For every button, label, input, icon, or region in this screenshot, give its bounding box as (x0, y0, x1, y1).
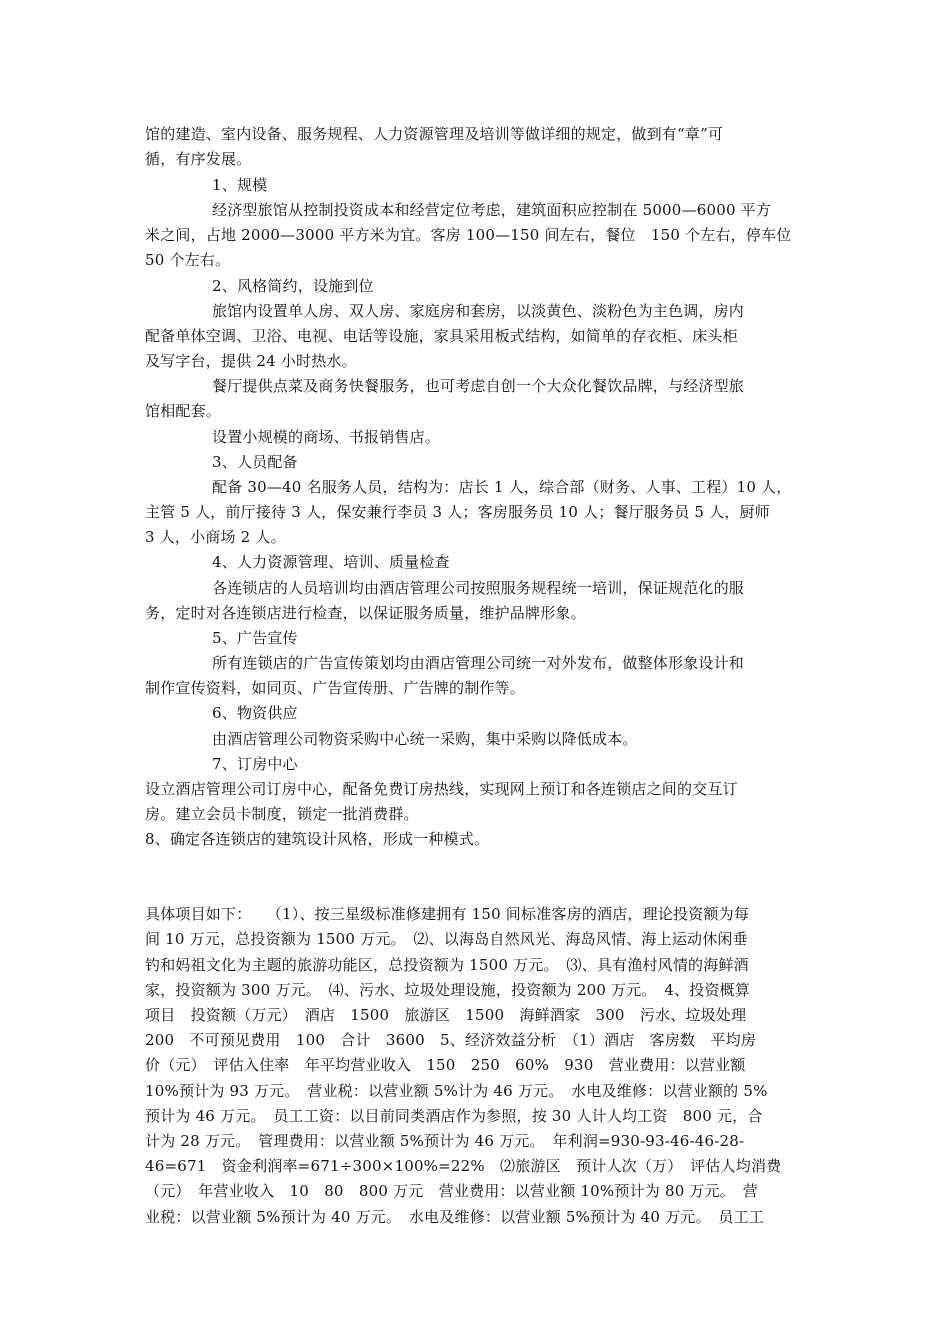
text-line: 家，投资额为 300 万元。 ⑷、污水、垃圾处理设施，投资额为 200 万元。 4、投资概算 (145, 981, 751, 999)
text-line: 设立酒店管理公司订房中心，配备免费订房热线，实现网上预订和各连锁店之间的交互订 (145, 780, 738, 798)
text-line: 3 人，小商场 2 人。 (145, 528, 286, 546)
section-heading: 5、广告宣传 (212, 629, 298, 647)
text-line: 计为 28 万元。 管理费用：以营业额 5%预计为 46 万元。 年利润=930-93-46-46-28- (145, 1132, 745, 1150)
text-line: 由酒店管理公司物资采购中心统一采购，集中采购以降低成本。 (212, 730, 638, 748)
text-line: 50 个左右。 (145, 251, 231, 269)
section-heading: 3、人员配备 (212, 453, 298, 471)
section-heading: 1、规模 (212, 176, 268, 194)
text-line: 具体项目如下： （1）、按三星级标准修建拥有 150 间标准客房的酒店，理论投资额为每 (145, 905, 750, 923)
text-line: （元） 年营业收入 10 80 800 万元 营业费用：以营业额 10%预计为 80 万元。 营 (145, 1182, 758, 1200)
text-line: 项目 投资额（万元） 酒店 1500 旅游区 1500 海鲜酒家 300 污水、垃圾处理 (145, 1006, 747, 1024)
text-line: 10%预计为 93 万元。 营业税：以营业额 5%计为 46 万元。 水电及维修：以营业额的 5% (145, 1082, 768, 1100)
text-line: 8、确定各连锁店的建筑设计风格，形成一种模式。 (145, 830, 490, 848)
text-line: 餐厅提供点菜及商务快餐服务，也可考虑自创一个大众化餐饮品牌，与经济型旅 (212, 377, 745, 395)
text-line: 经济型旅馆从控制投资成本和经营定位考虑，建筑面积应控制在 5000—6000 平方 (212, 201, 772, 219)
text-line: 配备 30—40 名服务人员，结构为：店长 1 人，综合部（财务、人事、工程）10 人， (212, 478, 792, 496)
text-line: 预计为 46 万元。 员工工资：以目前同类酒店作为参照，按 30 人计人均工资 800 元，合 (145, 1107, 763, 1125)
text-line: 米之间，占地 2000—3000 平方米为宜。客房 100—150 间左右，餐位 150 个左右，停车位 (145, 226, 792, 244)
text-line: 46=671 资金利润率=671÷300×100%=22% ⑵旅游区 预计人次（万） 评估人均消费 (145, 1157, 782, 1175)
text-line: 制作宣传资料，如同页、广告宣传册、广告牌的制作等。 (145, 679, 526, 697)
text-line: 馆的建造、室内设备、服务规程、人力资源管理及培训等做详细的规定，做到有“章”可 (145, 125, 724, 143)
text-line: 房。建立会员卡制度，锁定一批消费群。 (145, 805, 419, 823)
section-heading: 4、人力资源管理、培训、质量检查 (212, 553, 450, 571)
text-line: 配备单体空调、卫浴、电视、电话等设施，家具采用板式结构，如简单的存衣柜、床头柜 (145, 327, 738, 345)
text-line: 钓和妈祖文化为主题的旅游功能区，总投资额为 1500 万元。 ⑶、具有渔村风情的海鲜酒 (145, 956, 749, 974)
text-line: 及写字台，提供 24 小时热水。 (145, 352, 357, 370)
text-line: 主管 5 人，前厅接待 3 人，保安兼行李员 3 人；客房服务员 10 人；餐厅服务员 5 人，厨师 (145, 503, 770, 521)
section-heading: 6、物资供应 (212, 704, 298, 722)
text-line: 旅馆内设置单人房、双人房、家庭房和套房，以淡黄色、淡粉色为主色调，房内 (212, 302, 745, 320)
text-line: 循，有序发展。 (145, 150, 252, 168)
text-line: 设置小规模的商场、书报销售店。 (212, 428, 441, 446)
text-line: 业税：以营业额 5%预计为 40 万元。 水电及维修：以营业额 5%预计为 40 万元。 员工工 (145, 1208, 764, 1226)
text-line: 务，定时对各连锁店进行检查，以保证服务质量，维护品牌形象。 (145, 604, 586, 622)
text-line: 所有连锁店的广告宣传策划均由酒店管理公司统一对外发布，做整体形象设计和 (212, 654, 745, 672)
text-line: 各连锁店的人员培训均由酒店管理公司按照服务规程统一培训，保证规范化的服 (212, 579, 745, 597)
text-line: 200 不可预见费用 100 合计 3600 5、经济效益分析 （1）酒店 客房数 平均房 (145, 1031, 757, 1049)
text-line: 间 10 万元，总投资额为 1500 万元。 ⑵、以海岛自然风光、海岛风情、海上运动休闲垂 (145, 930, 748, 948)
section-heading: 7、订房中心 (212, 755, 298, 773)
text-line: 馆相配套。 (145, 402, 222, 420)
text-line: 价（元） 评估入住率 年平均营业收入 150 250 60% 930 营业费用：以营业额 (145, 1056, 746, 1074)
section-heading: 2、风格简约，设施到位 (212, 277, 374, 295)
